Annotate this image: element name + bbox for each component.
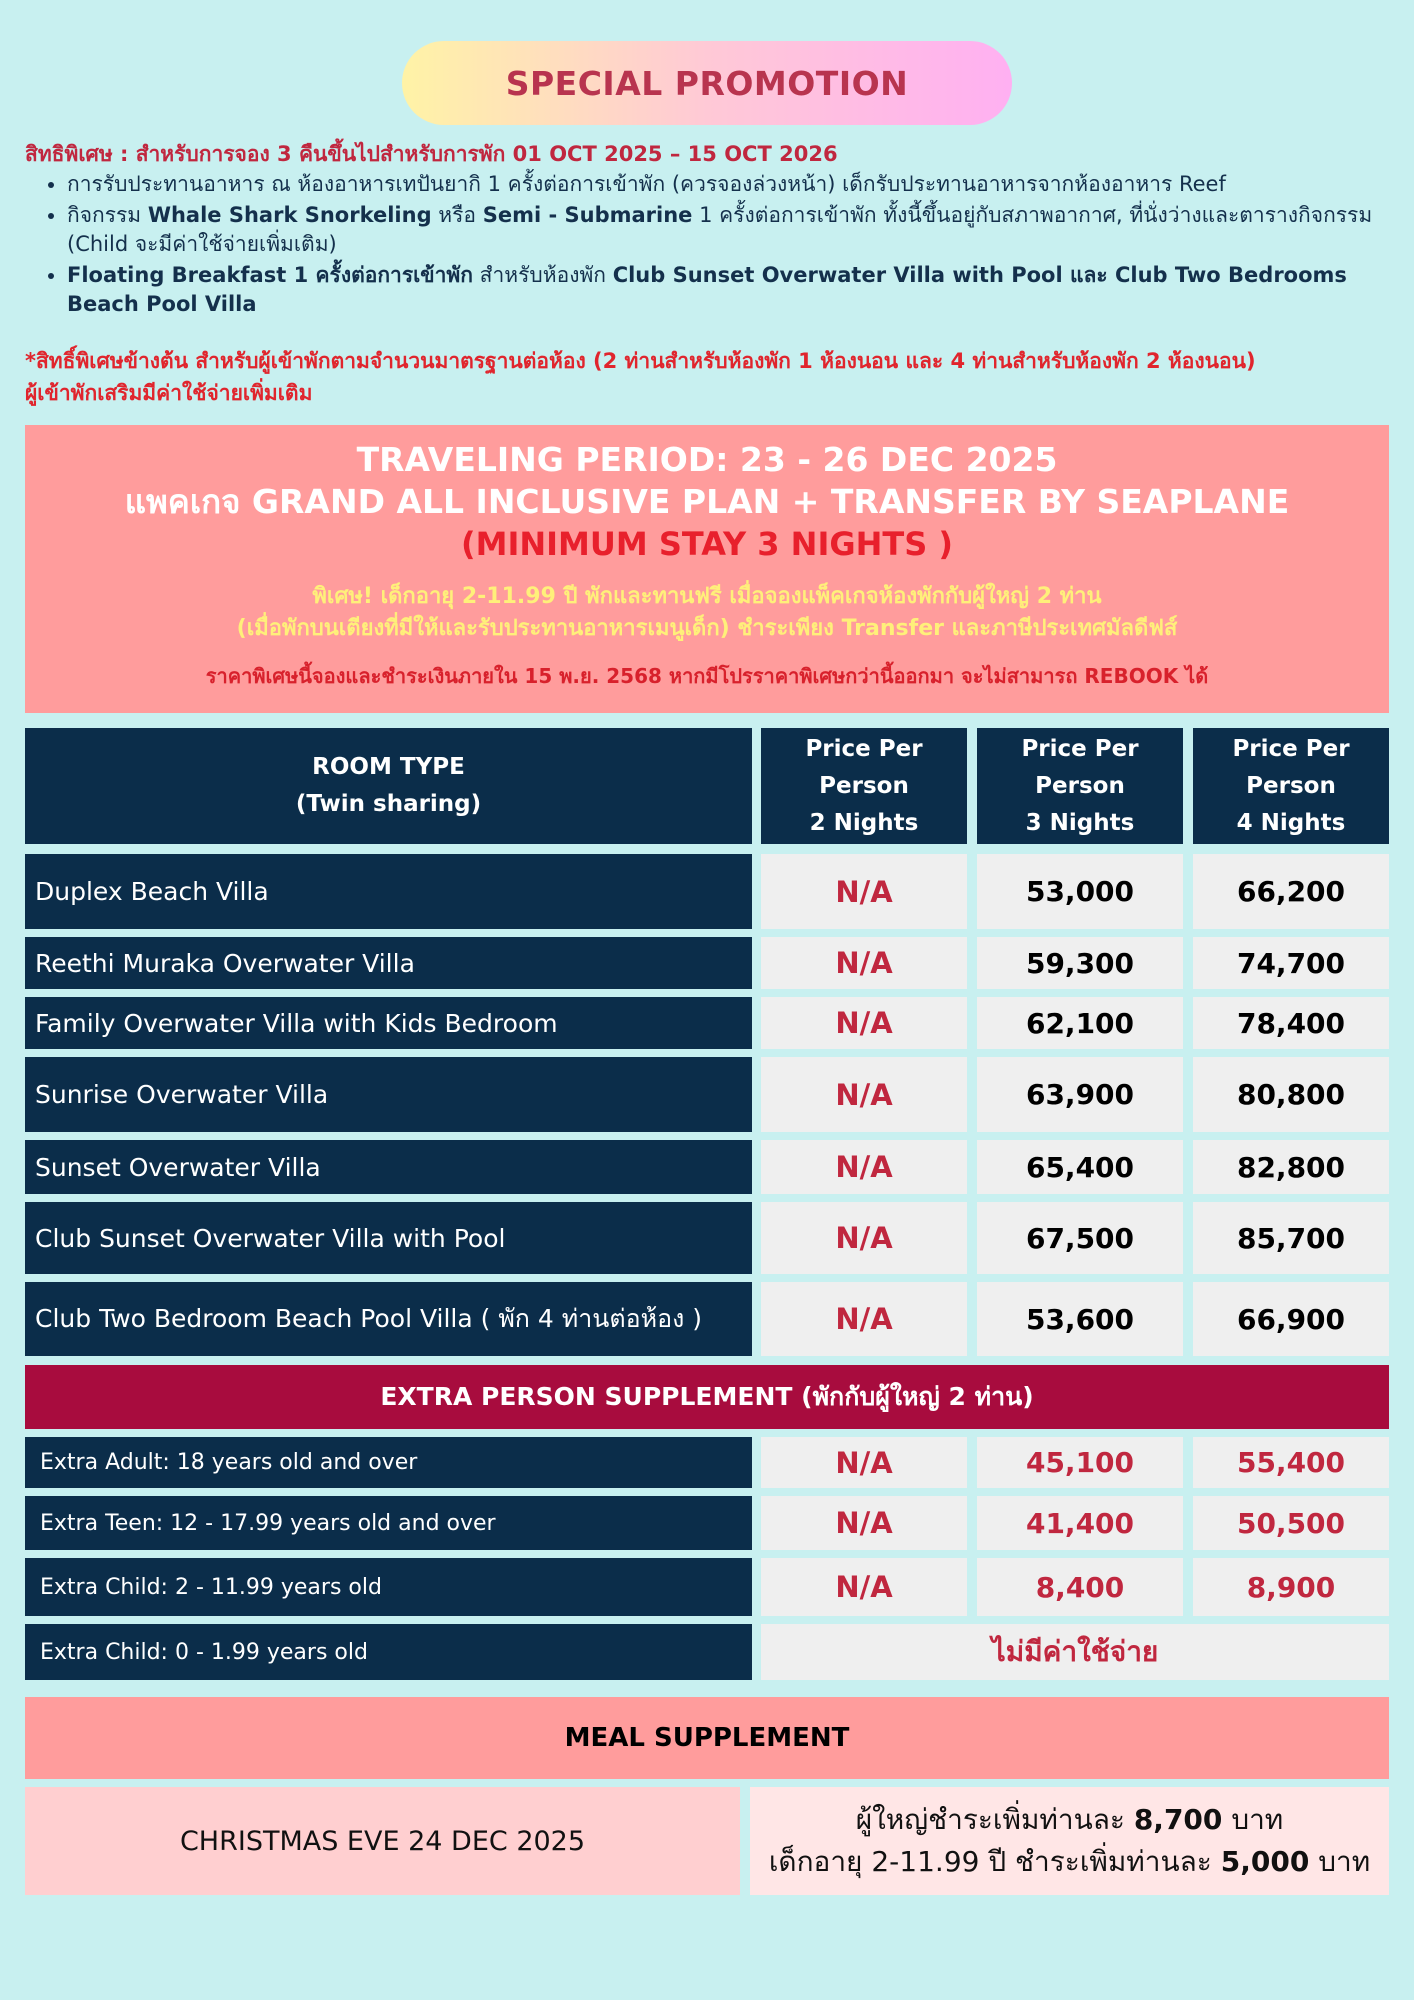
special-promotion-header: [402, 41, 1012, 125]
perks-section: [25, 138, 1395, 321]
extra-person-type: Extra Teen: 12 - 17.99 years old and over: [25, 1496, 752, 1550]
perks-list: [25, 170, 1395, 319]
booking-deadline: ราคาพิเศษนี้จองและชำระเงินภายใน 15 พ.ย. 2568 หากมีโปรราคาพิเศษกว่านี้ออกมา จะไม่สามารถ REBOOK ได้: [205, 664, 1209, 688]
price-4-nights: 55,400: [1193, 1437, 1389, 1488]
price-4-nights: 85,700: [1193, 1202, 1389, 1274]
minimum-stay: (MINIMUM STAY 3 NIGHTS ): [460, 525, 954, 563]
price-3-nights: 67,500: [977, 1202, 1183, 1274]
price-3-nights: 63,900: [977, 1057, 1183, 1132]
price-2-nights: N/A: [761, 1057, 967, 1132]
price-3-nights: 53,600: [977, 1282, 1183, 1356]
traveling-period: TRAVELING PERIOD: 23 - 26 DEC 2025: [356, 440, 1058, 479]
price-2-nights: N/A: [761, 937, 967, 989]
price-3-nights: 45,100: [977, 1437, 1183, 1488]
price-3-nights: 62,100: [977, 997, 1183, 1049]
kids-offer-line-2: (เมื่อพักบนเตียงที่มีให้และรับประทานอาหารเมนูเด็ก) ชำระเพียง Transfer และภาษีประเทศมัลดีฟส์: [236, 616, 1178, 641]
meal-event: CHRISTMAS EVE 24 DEC 2025: [25, 1787, 740, 1895]
room-name: Family Overwater Villa with Kids Bedroom: [25, 997, 752, 1049]
price-3-nights: 59,300: [977, 937, 1183, 989]
price-3-nights: 41,400: [977, 1496, 1183, 1550]
package-banner: [25, 425, 1389, 713]
extra-person-header: EXTRA PERSON SUPPLEMENT (พักกับผู้ใหญ่ 2 ท่าน): [25, 1365, 1389, 1429]
perk-item-dinner: • การรับประทานอาหาร ณ ห้องอาหารเทปันยากิ 1 ครั้งต่อการเข้าพัก (ควรจองล่วงหน้า) เด็กรับประทานอาหารจากห้องอาหาร Reef: [67, 170, 1395, 199]
header-room-type: ROOM TYPE (Twin sharing): [25, 728, 752, 844]
price-2-nights: N/A: [761, 1202, 967, 1274]
extra-person-type: Extra Child: 2 - 11.99 years old: [25, 1558, 752, 1616]
room-name: Reethi Muraka Overwater Villa: [25, 937, 752, 989]
promotion-title: SPECIAL PROMOTION: [505, 63, 909, 103]
extra-person-type: Extra Child: 0 - 1.99 years old: [25, 1624, 752, 1680]
price-4-nights: 80,800: [1193, 1057, 1389, 1132]
room-name: Club Two Bedroom Beach Pool Villa ( พัก 4 ท่านต่อห้อง ): [25, 1282, 752, 1356]
meal-prices: [750, 1787, 1389, 1895]
price-3-nights: 53,000: [977, 854, 1183, 929]
price-4-nights: 50,500: [1193, 1496, 1389, 1550]
price-2-nights: N/A: [761, 1558, 967, 1616]
price-4-nights: 78,400: [1193, 997, 1389, 1049]
room-name: Club Sunset Overwater Villa with Pool: [25, 1202, 752, 1274]
occupancy-note: *สิทธิ์พิเศษข้างต้น สำหรับผู้เข้าพักตามจำนวนมาตรฐานต่อห้อง (2 ท่านสำหรับห้องพัก 1 ห้องนอน และ 4 ท่านสำหรับห้องพัก 2 ห้องนอน) ผู้เข้าพักเสริมมีค่าใช้จ่ายเพิ่มเติม: [25, 349, 1256, 405]
kids-offer-line-1: พิเศษ! เด็กอายุ 2-11.99 ปี พักและทานฟรี เมื่อจองแพ็คเกจห้องพักกับผู้ใหญ่ 2 ท่าน: [312, 584, 1102, 609]
price-4-nights: 66,900: [1193, 1282, 1389, 1356]
price-2-nights: N/A: [761, 1282, 967, 1356]
price-4-nights: 8,900: [1193, 1558, 1389, 1616]
extra-person-type: Extra Adult: 18 years old and over: [25, 1437, 752, 1488]
price-4-nights: 74,700: [1193, 937, 1389, 989]
room-name: Sunrise Overwater Villa: [25, 1057, 752, 1132]
package-plan: แพคเกจ GRAND ALL INCLUSIVE PLAN + TRANSFER BY SEAPLANE: [124, 482, 1290, 521]
price-4-nights: 66,200: [1193, 854, 1389, 929]
no-charge-label: ไม่มีค่าใช้จ่าย: [761, 1624, 1389, 1680]
room-name: Duplex Beach Villa: [25, 854, 752, 929]
price-3-nights: 8,400: [977, 1558, 1183, 1616]
child-meal-price: เด็กอายุ 2-11.99 ปี ชำระเพิ่มท่านละ 5,000 บาท: [768, 1845, 1371, 1878]
meal-supplement-header: MEAL SUPPLEMENT: [25, 1697, 1389, 1779]
price-3-nights: 65,400: [977, 1140, 1183, 1194]
perks-headline: สิทธิพิเศษ : สำหรับการจอง 3 คืนขึ้นไปสำหรับการพัก 01 OCT 2025 – 15 OCT 2026: [25, 142, 838, 166]
adult-meal-price: ผู้ใหญ่ชำระเพิ่มท่านละ 8,700 บาท: [855, 1803, 1284, 1836]
price-2-nights: N/A: [761, 1437, 967, 1488]
price-4-nights: 82,800: [1193, 1140, 1389, 1194]
price-2-nights: N/A: [761, 1140, 967, 1194]
price-2-nights: N/A: [761, 997, 967, 1049]
room-name: Sunset Overwater Villa: [25, 1140, 752, 1194]
header-2-nights: Price Per Person 2 Nights: [761, 728, 967, 844]
header-3-nights: Price Per Person 3 Nights: [977, 728, 1183, 844]
perk-item-activity: • กิจกรรม Whale Shark Snorkeling หรือ Semi - Submarine 1 ครั้งต่อการเข้าพัก ทั้งนี้ขึ้นอยู่กับสภาพอากาศ, ที่นั่งว่างและตารางกิจกรรม (Child จะมีค่าใช้จ่ายเพิ่มเติม): [67, 201, 1395, 259]
price-2-nights: N/A: [761, 1496, 967, 1550]
perk-item-breakfast: • Floating Breakfast 1 ครั้งต่อการเข้าพัก สำหรับห้องพัก Club Sunset Overwater Villa with Pool และ Club Two Bedrooms Beach Pool Villa: [67, 261, 1395, 319]
header-4-nights: Price Per Person 4 Nights: [1193, 728, 1389, 844]
price-2-nights: N/A: [761, 854, 967, 929]
